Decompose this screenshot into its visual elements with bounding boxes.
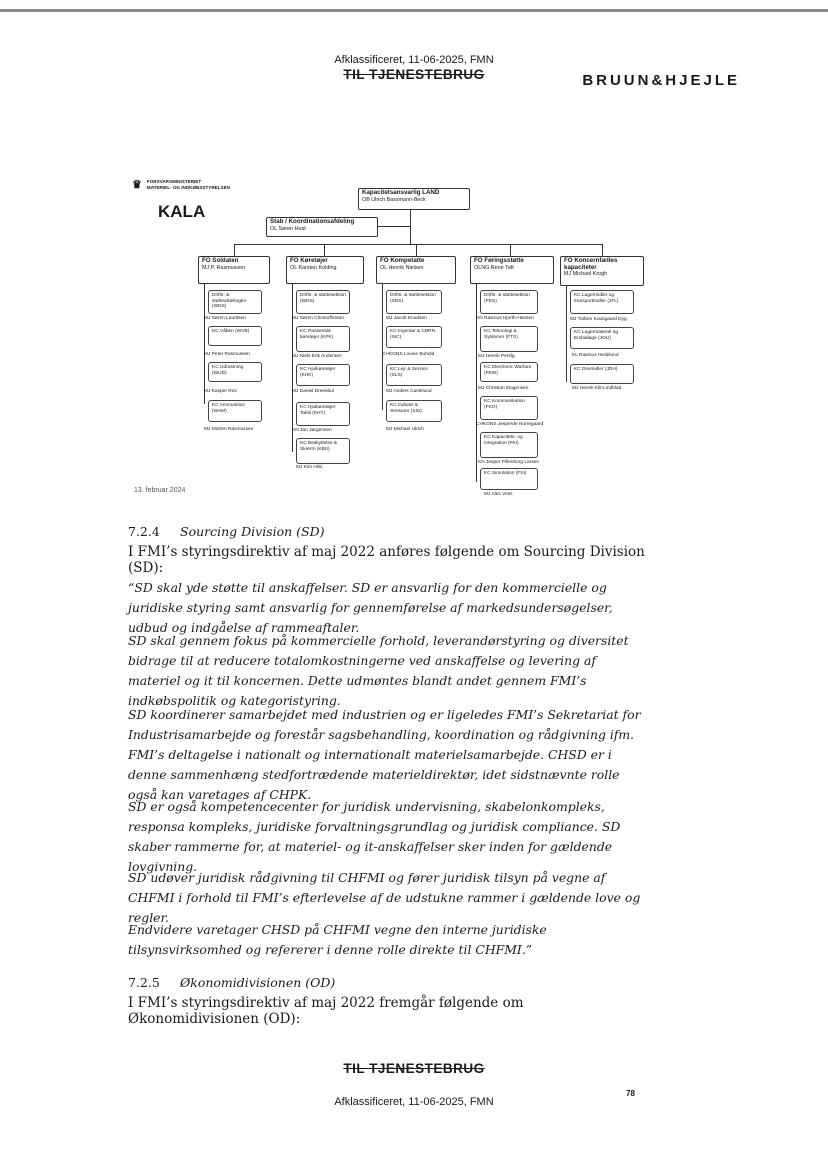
paragraph-intro-od: I FMI’s styringsdirektiv af maj 2022 fremgår følgende om Økonomidivisionen (OD): <box>128 995 524 1027</box>
section-heading-sd <box>128 524 325 539</box>
org-sub-box: KC Ingeniør & CBRN (SIC) <box>386 326 442 348</box>
org-top-box <box>358 188 470 210</box>
agency-name: MATERIEL- OG INDKØBSSTYRELSEN <box>146 185 230 190</box>
org-chart-date: 13. februar 2024 <box>134 487 186 494</box>
column-head-title: FO Køretøjer <box>290 257 328 264</box>
org-sub-box: KC Drivmidler (JDH) <box>570 364 634 384</box>
quote-paragraph: SD skal gennem fokus på kommercielle forhold, leverandørstyring og diversitet bidrage til at reducere totalomkostningerne ved anskaffelse og levering af materiel og it til koncernen. Dette udmøntes blandt andet gennem FMI’s indkøbspolitik og kategoristyring. <box>128 633 629 708</box>
org-column-head <box>286 256 364 284</box>
ministry-logo <box>132 179 230 191</box>
connector <box>410 210 411 244</box>
org-sub-box: KC Lagermateriel og Emballage (JOU) <box>570 327 634 349</box>
org-sub-box: Drifts- & støttesektion (FDS) <box>480 290 538 314</box>
org-sub-person: MJ Alex Voss <box>484 492 513 497</box>
org-sub-person: MJ Søren Christoffersen <box>292 316 344 321</box>
footer-classification: TIL TJENESTEBRUG <box>343 1061 485 1076</box>
connector <box>382 284 383 410</box>
connector <box>602 244 603 256</box>
org-sub-box: KC Panserede køretøjer (KPK) <box>296 326 350 352</box>
org-sub-person: MJ Daniel Dreesbul <box>292 389 334 394</box>
connector <box>566 286 567 382</box>
org-sub-box: Drifts- & støttesektion (WDS) <box>296 290 350 314</box>
org-column-head <box>198 256 270 284</box>
quote-paragraph: Endvidere varetager CHSD på CHFMI vegne den interne juridiske tilsynsvirksomhed og refererer i denne rolle direkte til CHFMI.” <box>128 922 547 957</box>
org-sub-box: KC Hjulkøretøjer Taktil (KHT) <box>296 402 350 426</box>
org-sub-person: MJ Henrik Perslg <box>478 354 515 359</box>
org-sub-box: KC Lagermidler og transportmidler (JFL) <box>570 290 634 314</box>
org-sub-box: KC Simulation (FSI) <box>480 468 538 490</box>
header-classification: TIL TJENESTEBRUG <box>343 67 485 82</box>
connector <box>476 284 477 482</box>
org-top-person: OB Ulrich Bassmann-Beck <box>362 196 426 203</box>
column-head-title: FO Koncernfælles kapaciteter <box>564 257 618 271</box>
footer-declassified-stamp: Afklassificeret, 11-06-2025, FMN <box>334 1096 494 1108</box>
org-column-head <box>560 256 644 286</box>
org-sub-person: MJ Peter Rasmussen <box>204 352 250 357</box>
paragraph-intro-sd: I FMI’s styringsdirektiv af maj 2022 anføres følgende om Sourcing Division (SD): <box>128 544 645 576</box>
org-sub-box: KC Kapacitets- og Integration (FKI) <box>480 432 538 458</box>
org-sub-person: MJ Kim Hilsi <box>296 465 323 470</box>
column-head-person: OL Karsten Kolding <box>290 264 337 271</box>
connector <box>234 244 235 256</box>
org-column-head <box>470 256 554 284</box>
org-sub-person: CHKONS Jesperde Norregaard <box>476 422 544 427</box>
section-title: Økonomidivisionen (OD) <box>180 975 336 990</box>
org-sub-person: KN Jesper Pillenborg Larsen <box>478 460 540 465</box>
connector <box>510 244 511 256</box>
column-head-person: MJ P. Rasmussen <box>202 264 246 271</box>
org-sub-person: MJ Søren Lauritsen <box>204 316 246 321</box>
org-top-title: Kapacitetsansvarlig LAND <box>362 189 440 196</box>
section-number: 7.2.5 <box>128 975 160 990</box>
column-head-title: FO Soldaten <box>202 257 239 264</box>
org-sub-box: KC Beskyttelse & Skærm (KBS) <box>296 438 350 464</box>
column-head-title: FO Føringsstøtte <box>474 257 524 264</box>
org-sub-person: CHKONS Louise Buhold <box>382 352 435 357</box>
org-chart <box>120 172 680 502</box>
connector <box>324 244 325 256</box>
column-head-person: OL Henrik Nielsen <box>380 264 424 271</box>
column-head-title: FO Kompetatte <box>380 257 425 264</box>
connector <box>234 244 602 245</box>
connector <box>378 226 410 227</box>
quote-paragraph: “SD skal yde støtte til anskaffelser. SD er ansvarlig for den kommercielle og juridiske styring samt ansvarlig for gennemførelse af markedsundersøgelser, udbud og indgåelse af rammeaftaler. <box>128 580 613 635</box>
org-staff-box <box>266 217 378 237</box>
brand-logo: BRUUN&HJEJLE <box>582 72 740 89</box>
org-sub-box: KC Kommunikation (FKO) <box>480 396 538 420</box>
column-head-person: OLNG René Taft <box>474 264 514 271</box>
org-sub-box: KC Electronic Warfare (FEW) <box>480 362 538 382</box>
org-sub-person: KN Jan Jørgensen <box>292 428 332 433</box>
org-sub-box: KC Våben (WVB) <box>208 326 262 346</box>
org-sub-box: Drifts- & støtteafdelingen (WDS) <box>208 290 262 314</box>
connector <box>204 284 205 404</box>
section-number: 7.2.4 <box>128 524 160 539</box>
org-sub-person: MJ Anders Carsklund <box>386 389 432 394</box>
connector <box>416 244 417 256</box>
org-sub-person: KN Rasmus Hjorth-Hansen <box>476 316 534 321</box>
org-sub-box: KC Lejr & Service (SLS) <box>386 364 442 386</box>
connector <box>292 284 293 452</box>
org-sub-person: MJ Torben Kousgaard Dyg <box>570 317 627 322</box>
org-sub-person: MJ Henrik Klit-Lindblad <box>572 386 622 391</box>
quote-paragraph: SD er også kompetencecenter for juridisk undervisning, skabelonkompleks, responsa kompleks, juridiske forvaltningsgrundlag og juridisk compliance. SD skaber rammerne for, at materiel- og it-anskaffelser sker inden for gældende lovgivning. <box>128 799 621 874</box>
org-staff-person: OL Søren Hust <box>270 225 306 232</box>
quote-paragraph: SD udøver juridisk rådgivning til CHFMI og fører juridisk tilsyn på vegne af CHFMI i forhold til FMI’s efterlevelse af de udstukne rammer i gældende love og regler. <box>128 870 641 925</box>
quote-paragraph: SD koordinerer samarbejdet med industrien og er ligeledes FMI’s Sekretariat for Industrisamarbejde og forestår sagsbehandling, koordination og rådgivning ifm. FMI’s deltagelse i nationalt og internationalt materielsamarbejde. CHSD er i denne sammenhæng stedfortrædende materieldirektør, idet sidstnævnte rolle også kan varetages af CHPK. <box>128 707 641 802</box>
org-sub-box: KC Udrustning (WUD) <box>208 362 262 382</box>
scan-top-edge <box>0 9 828 12</box>
page-number: 78 <box>626 1089 635 1098</box>
org-sub-person: MJ Kasper Ros <box>204 389 237 394</box>
org-sub-person: MJ Christian Mogensen <box>478 386 529 391</box>
org-staff-title: Stab / Koordinationsafdeling <box>270 218 355 225</box>
header-declassified-stamp: Afklassificeret, 11-06-2025, FMN <box>334 54 494 66</box>
ministry-name: FORSVARSMINISTERIET <box>146 179 202 184</box>
org-sub-person: MJ Michael Ulrich <box>386 427 424 432</box>
org-column-head <box>376 256 456 284</box>
org-sub-box: KC Hjulkøretøjer (KHK) <box>296 364 350 386</box>
org-sub-box: KC Ammunition (WAM) <box>208 400 262 422</box>
org-sub-box: KC Teknologi & Systemer (FTS) <box>480 326 538 352</box>
org-sub-person: MJ Jacob Knudsen <box>386 316 427 321</box>
org-sub-person: MJ Niels Erik Andersen <box>292 354 342 359</box>
crown-icon: ♛ <box>132 179 142 191</box>
org-sub-box: KC Indsats & Sensorer (SIS) <box>386 400 442 422</box>
org-sub-box: Drifts- & støttesektion (SDS) <box>386 290 442 314</box>
column-head-person: MJ Michael Krogh <box>564 271 608 277</box>
org-sub-person: MJ Morten Rasmussen <box>204 427 254 432</box>
org-title: KALA <box>158 202 206 221</box>
section-title: Sourcing Division (SD) <box>180 524 325 539</box>
org-sub-person: KL Rasmus Hedelund <box>572 353 619 358</box>
section-heading-od <box>128 975 335 990</box>
